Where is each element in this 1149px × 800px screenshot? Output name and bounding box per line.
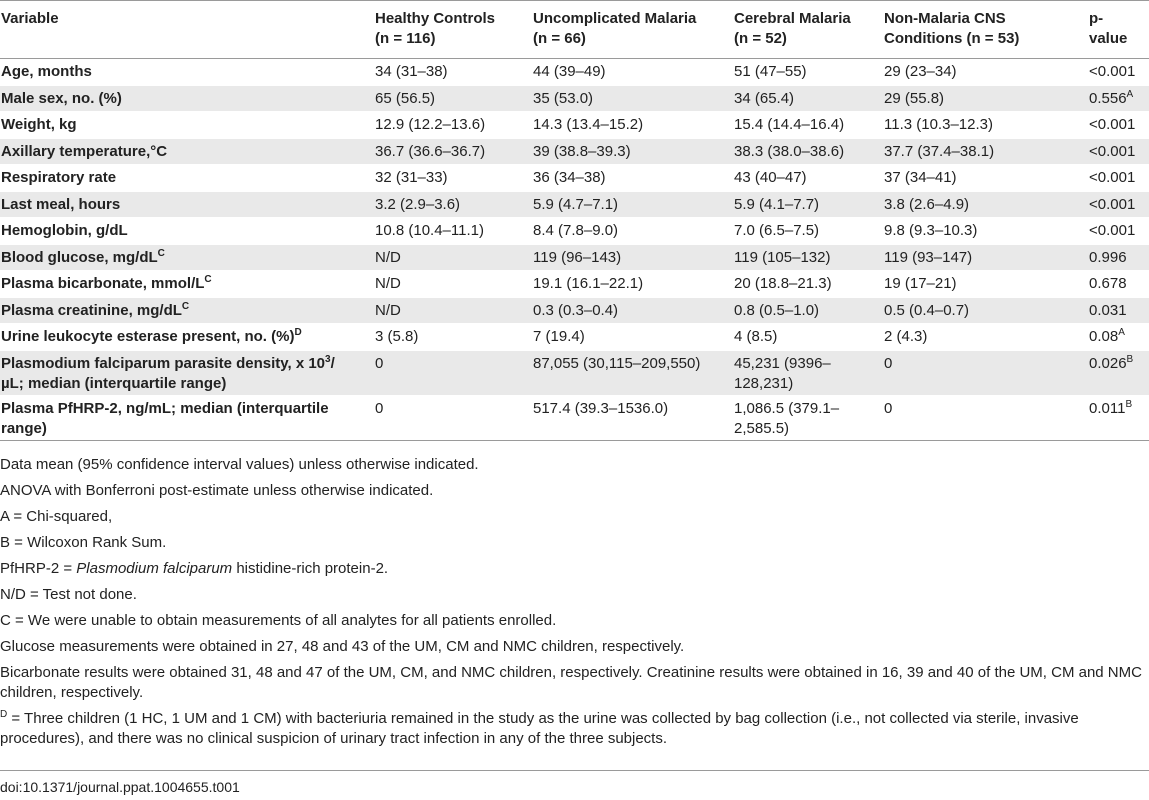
header-uncomplicated-malaria	[524, 1, 725, 59]
cell-variable-text: Urine leukocyte esterase present, no. (%)	[1, 328, 295, 345]
cell-non-malaria-cns: 29 (55.8)	[884, 89, 945, 107]
cell-uncomplicated-malaria: 14.3 (13.4–15.2)	[533, 116, 644, 133]
table-row	[0, 218, 1149, 245]
cell-cerebral-malaria: 1,086.5 (379.1–2,585.5)	[734, 399, 840, 437]
cell-variable	[0, 324, 366, 351]
table-row	[0, 59, 1149, 86]
cell-variable	[0, 191, 366, 218]
cell-cerebral-malaria: 0.8 (0.5–1.0)	[734, 301, 820, 319]
cell-variable-text: Male sex, no. (%)	[1, 89, 122, 107]
cell-non-malaria-cns: 9.8 (9.3–10.3)	[884, 222, 978, 239]
cell-p-value-footnote-marker: A	[1118, 327, 1125, 338]
cell-non-malaria-cns: 119 (93–147)	[884, 248, 973, 266]
cell-cerebral-malaria: 34 (65.4)	[734, 89, 795, 107]
cell-p-value-footnote-marker: B	[1126, 353, 1134, 365]
cell-healthy-controls: 65 (56.5)	[375, 89, 436, 107]
cell-uncomplicated-malaria: 0.3 (0.3–0.4)	[533, 301, 619, 319]
cell-variable-text: Weight, kg	[1, 116, 77, 133]
header-variable-line-1: Variable	[1, 10, 59, 27]
cell-variable-text: Blood glucose, mg/dL	[1, 248, 158, 266]
cell-variable-text: Plasma bicarbonate, mmol/L	[1, 275, 205, 292]
footnote-d-text: = Three children (1 HC, 1 UM and 1 CM) with bacteriuria remained in the study as the urine was collected by bag collection (i.e., not collected via sterile, invasive procedures), and there was no clinical suspicion of urinary tract infection in any of the three subjects.	[0, 710, 1079, 747]
cell-p-value-text: 0.011	[1089, 399, 1126, 417]
cell-healthy-controls: 12.9 (12.2–13.6)	[375, 116, 486, 133]
footnote-bicarbonate-creatinine: Bicarbonate results were obtained 31, 48 and 47 of the UM, CM, and NMC children, respectively. Creatinine results were obtained in 16, 39 and 40 of the UM, CM and NMC children, respectively.	[0, 664, 1142, 701]
header-non-malaria-cns-line-2: Conditions (n = 53)	[884, 30, 1020, 47]
cell-healthy-controls: N/D	[375, 301, 401, 319]
cell-uncomplicated-malaria: 8.4 (7.8–9.0)	[533, 222, 619, 239]
cell-variable-exponent: 3	[325, 353, 331, 365]
cell-non-malaria-cns: 0	[884, 354, 893, 372]
table-row	[0, 191, 1149, 218]
table-row	[0, 350, 1149, 395]
footnote-pfhrp2-suffix: histidine-rich protein-2.	[232, 560, 389, 577]
cell-p-value	[1080, 271, 1149, 298]
cell-healthy-controls: 34 (31–38)	[375, 63, 448, 80]
doi-label: doi:10.1371/journal.ppat.1004655.t001	[0, 779, 240, 795]
cell-variable-footnote-marker: C	[181, 300, 190, 312]
cell-cerebral-malaria: 20 (18.8–21.3)	[734, 275, 832, 292]
cell-healthy-controls: N/D	[375, 248, 401, 266]
header-cerebral-malaria-line-2: (n = 52)	[734, 30, 787, 47]
header-cerebral-malaria	[725, 1, 875, 59]
cell-variable-text: Respiratory rate	[1, 169, 117, 186]
cell-variable-text: Axillary temperature,°C	[1, 142, 168, 160]
cell-p-value-text: 0.08	[1089, 328, 1119, 345]
footnote-d-marker: D	[0, 709, 8, 720]
cell-p-value-text: 0.031	[1089, 301, 1127, 319]
cell-non-malaria-cns: 19 (17–21)	[884, 275, 957, 292]
cell-healthy-controls: 36.7 (36.6–36.7)	[375, 142, 486, 160]
cell-variable	[0, 271, 366, 298]
cell-variable	[0, 395, 366, 440]
cell-cerebral-malaria: 51 (47–55)	[734, 63, 807, 80]
cell-variable-footnote-marker: C	[204, 274, 212, 285]
table-row	[0, 165, 1149, 192]
footnote-data-mean: Data mean (95% confidence interval values) unless otherwise indicated.	[0, 456, 479, 473]
cell-p-value-text: 0.678	[1089, 275, 1127, 292]
cell-p-value	[1080, 395, 1149, 440]
cell-uncomplicated-malaria: 517.4 (39.3–1536.0)	[533, 399, 669, 417]
header-variable	[0, 1, 366, 59]
cell-cerebral-malaria: 15.4 (14.4–16.4)	[734, 116, 845, 133]
cell-cerebral-malaria: 4 (8.5)	[734, 328, 778, 345]
cell-uncomplicated-malaria: 87,055 (30,115–209,550)	[533, 354, 701, 372]
cell-p-value-text: 0.556	[1089, 89, 1127, 107]
cell-healthy-controls: 3 (5.8)	[375, 328, 419, 345]
footnote-pfhrp2-italic: Plasmodium falciparum	[76, 560, 233, 577]
cell-variable-text: Hemoglobin, g/dL	[1, 222, 128, 239]
cell-p-value-text: 0.026	[1089, 354, 1127, 372]
footnote-a-chi-squared: A = Chi-squared,	[0, 508, 113, 525]
cell-p-value	[1080, 59, 1149, 86]
header-healthy-controls-line-1: Healthy Controls	[375, 10, 496, 27]
cell-p-value	[1080, 297, 1149, 324]
cell-variable-footnote-marker: C	[157, 247, 165, 259]
header-uncomplicated-malaria-line-1: Uncomplicated Malaria	[533, 10, 697, 27]
header-row	[0, 1, 1149, 59]
cell-p-value	[1080, 324, 1149, 351]
cell-non-malaria-cns: 0.5 (0.4–0.7)	[884, 301, 970, 319]
cell-variable	[0, 112, 366, 139]
footnote-anova: ANOVA with Bonferroni post-estimate unless otherwise indicated.	[0, 482, 434, 499]
cell-cerebral-malaria: 43 (40–47)	[734, 169, 807, 186]
table-row	[0, 85, 1149, 112]
cell-cerebral-malaria: 119 (105–132)	[734, 248, 831, 266]
cell-cerebral-malaria: 38.3 (38.0–38.6)	[734, 142, 845, 160]
cell-non-malaria-cns: 37 (34–41)	[884, 169, 957, 186]
cell-variable-text-rest: / µL; median (interquartile range)	[1, 354, 335, 392]
cell-p-value-text: <0.001	[1089, 195, 1136, 213]
cell-uncomplicated-malaria: 19.1 (16.1–22.1)	[533, 275, 644, 292]
cell-non-malaria-cns: 0	[884, 399, 893, 417]
footnote-glucose: Glucose measurements were obtained in 27, 48 and 43 of the UM, CM and NMC children, respectively.	[0, 638, 685, 655]
cell-variable	[0, 244, 366, 271]
cell-p-value-text: <0.001	[1089, 116, 1136, 133]
cell-uncomplicated-malaria: 44 (39–49)	[533, 63, 606, 80]
cell-uncomplicated-malaria: 39 (38.8–39.3)	[533, 142, 631, 160]
footnote-nd: N/D = Test not done.	[0, 586, 137, 603]
header-uncomplicated-malaria-line-2: (n = 66)	[533, 30, 586, 47]
cell-variable-text: Age, months	[1, 63, 92, 80]
cell-p-value	[1080, 244, 1149, 271]
cell-variable	[0, 350, 366, 395]
cell-uncomplicated-malaria: 36 (34–38)	[533, 169, 606, 186]
cell-cerebral-malaria: 7.0 (6.5–7.5)	[734, 222, 820, 239]
cell-non-malaria-cns: 2 (4.3)	[884, 328, 928, 345]
cell-non-malaria-cns: 11.3 (10.3–12.3)	[884, 116, 993, 133]
cell-p-value	[1080, 85, 1149, 112]
footnote-b-wilcoxon: B = Wilcoxon Rank Sum.	[0, 534, 167, 551]
table-row	[0, 244, 1149, 271]
cell-p-value	[1080, 218, 1149, 245]
cell-uncomplicated-malaria: 5.9 (4.7–7.1)	[533, 195, 619, 213]
header-healthy-controls-line-2: (n = 116)	[375, 30, 436, 47]
cell-p-value-footnote-marker: A	[1126, 88, 1134, 100]
cell-variable-footnote-marker: D	[294, 327, 302, 338]
cell-non-malaria-cns: 37.7 (37.4–38.1)	[884, 142, 995, 160]
header-non-malaria-cns-line-1: Non-Malaria CNS	[884, 10, 1006, 27]
cell-p-value-footnote-marker: B	[1125, 398, 1133, 410]
table-footnotes	[0, 455, 1149, 755]
table-row	[0, 271, 1149, 298]
cell-variable	[0, 218, 366, 245]
cell-healthy-controls: 32 (31–33)	[375, 169, 448, 186]
table-row	[0, 297, 1149, 324]
header-cerebral-malaria-line-1: Cerebral Malaria	[734, 10, 851, 27]
cell-p-value-text: <0.001	[1089, 169, 1136, 186]
cell-p-value	[1080, 165, 1149, 192]
cell-variable	[0, 165, 366, 192]
table-body	[0, 59, 1149, 441]
cell-cerebral-malaria: 5.9 (4.1–7.7)	[734, 195, 820, 213]
footnote-pfhrp2-prefix: PfHRP-2 =	[0, 560, 77, 577]
cell-variable	[0, 297, 366, 324]
cell-p-value-text: <0.001	[1089, 222, 1136, 239]
footnote-pfhrp2	[0, 559, 1149, 579]
header-healthy-controls	[366, 1, 524, 59]
footnote-d-bacteriuria	[0, 709, 1149, 749]
cell-uncomplicated-malaria: 7 (19.4)	[533, 328, 585, 345]
header-p-value	[1080, 1, 1149, 59]
cell-p-value	[1080, 138, 1149, 165]
cell-healthy-controls: 3.2 (2.9–3.6)	[375, 195, 461, 213]
table-row	[0, 138, 1149, 165]
cell-uncomplicated-malaria: 35 (53.0)	[533, 89, 594, 107]
cell-variable-text: Plasma PfHRP-2, ng/mL; median (interquartile range)	[1, 399, 329, 437]
cell-healthy-controls: 0	[375, 399, 384, 417]
table-header	[0, 1, 1149, 59]
cell-p-value-text: <0.001	[1089, 63, 1136, 80]
cell-p-value-text: 0.996	[1089, 248, 1127, 266]
doi-divider	[0, 770, 1149, 771]
header-p-value-line-1: p-	[1089, 10, 1104, 27]
cell-variable-text: Plasma creatinine, mg/dL	[1, 301, 182, 319]
cell-variable	[0, 138, 366, 165]
cell-variable-text: Plasmodium falciparum parasite density, x 10	[1, 354, 326, 372]
cell-cerebral-malaria: 45,231 (9396–128,231)	[734, 354, 831, 392]
table-row	[0, 324, 1149, 351]
cell-p-value	[1080, 112, 1149, 139]
cell-non-malaria-cns: 29 (23–34)	[884, 63, 957, 80]
cell-uncomplicated-malaria: 119 (96–143)	[533, 248, 622, 266]
cell-healthy-controls: N/D	[375, 275, 401, 292]
cell-p-value	[1080, 350, 1149, 395]
table-row	[0, 112, 1149, 139]
cell-healthy-controls: 0	[375, 354, 384, 372]
cell-p-value	[1080, 191, 1149, 218]
table-row	[0, 395, 1149, 440]
cell-non-malaria-cns: 3.8 (2.6–4.9)	[884, 195, 970, 213]
cell-variable-text: Last meal, hours	[1, 195, 121, 213]
footnote-c-unable: C = We were unable to obtain measurements of all analytes for all patients enrolled.	[0, 612, 557, 629]
cell-variable	[0, 85, 366, 112]
header-p-value-line-2: value	[1089, 30, 1128, 47]
header-non-malaria-cns	[875, 1, 1080, 59]
cell-p-value-text: <0.001	[1089, 142, 1136, 160]
cell-variable	[0, 59, 366, 86]
cell-healthy-controls: 10.8 (10.4–11.1)	[375, 222, 484, 239]
